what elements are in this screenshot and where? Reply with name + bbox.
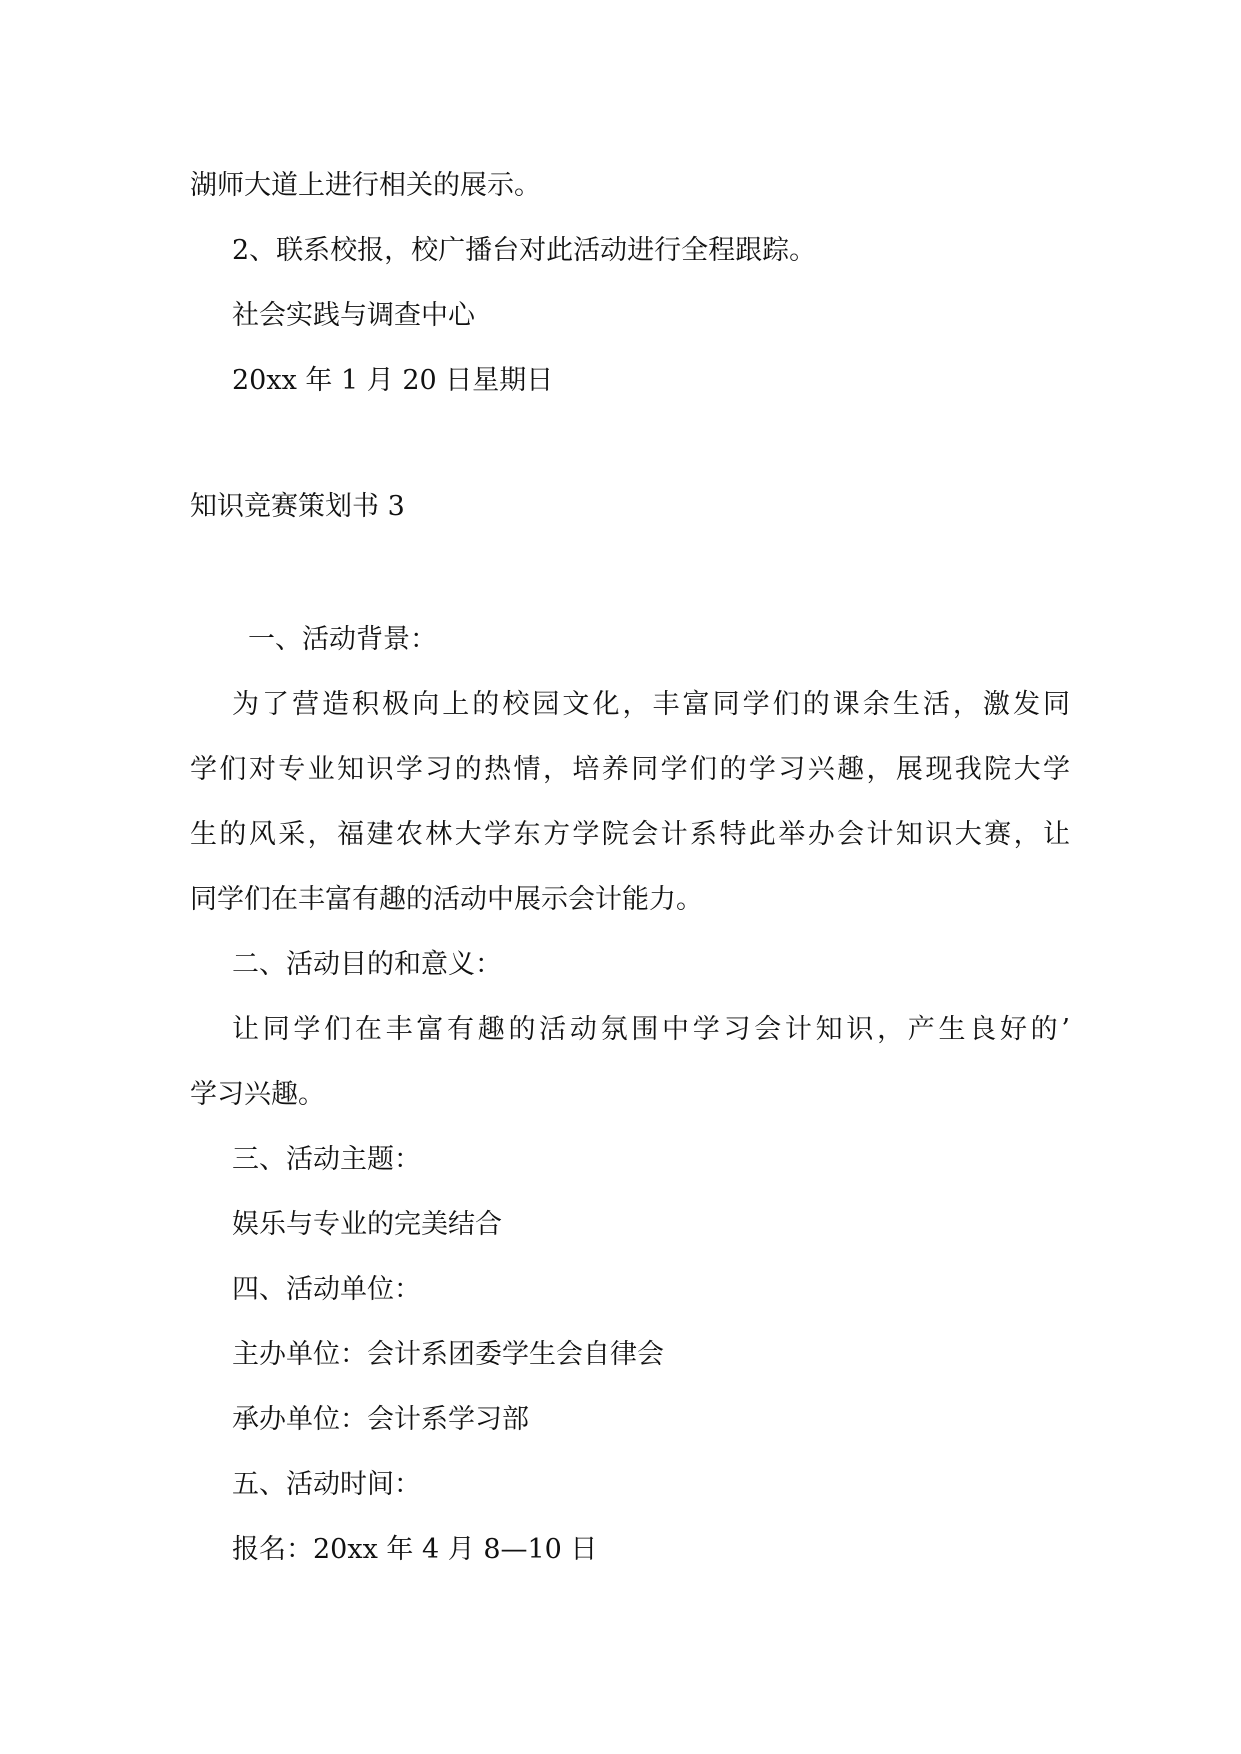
paragraph-background-line-2: 学们对专业知识学习的热情，培养同学们的学习兴趣，展现我院大学 xyxy=(190,754,1070,785)
organizer-host: 主办单位：会计系团委学生会自律会 xyxy=(232,1339,664,1370)
section-title: 知识竞赛策划书 3 xyxy=(190,491,405,522)
paragraph-background-line-4: 同学们在丰富有趣的活动中展示会计能力。 xyxy=(190,884,703,915)
heading-theme: 三、活动主题： xyxy=(232,1144,421,1175)
signature-organization: 社会实践与调查中心 xyxy=(232,300,475,331)
text-line-continuation: 湖师大道上进行相关的展示。 xyxy=(190,170,541,201)
heading-purpose: 二、活动目的和意义： xyxy=(232,949,502,980)
heading-background: 一、活动背景： xyxy=(248,624,437,655)
list-item-2: 2、联系校报，校广播台对此活动进行全程跟踪。 xyxy=(232,235,817,266)
paragraph-background-line-3: 生的风采，福建农林大学东方学院会计系特此举办会计知识大赛，让 xyxy=(190,819,1070,850)
heading-organizers: 四、活动单位： xyxy=(232,1274,421,1305)
theme-text: 娱乐与专业的完美结合 xyxy=(232,1209,502,1240)
paragraph-background-line-1: 为了营造积极向上的校园文化，丰富同学们的课余生活，激发同 xyxy=(232,689,1070,720)
paragraph-purpose-line-2: 学习兴趣。 xyxy=(190,1079,325,1110)
registration-date: 报名：20xx 年 4 月 8—10 日 xyxy=(232,1534,598,1565)
paragraph-purpose-line-1: 让同学们在丰富有趣的活动氛围中学习会计知识，产生良好的’ xyxy=(232,1014,1070,1045)
signature-date: 20xx 年 1 月 20 日星期日 xyxy=(232,365,554,396)
organizer-undertaker: 承办单位：会计系学习部 xyxy=(232,1404,529,1435)
heading-time: 五、活动时间： xyxy=(232,1469,421,1500)
